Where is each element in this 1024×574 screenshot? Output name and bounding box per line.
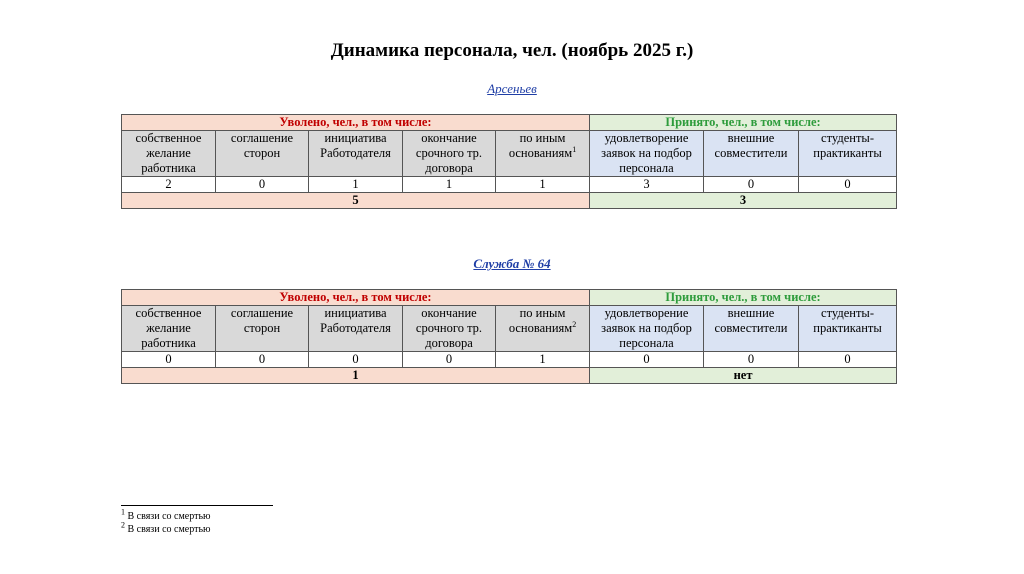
total-hired: нет xyxy=(590,368,897,384)
footnote-text: В связи со смертью xyxy=(125,511,211,522)
totals-row xyxy=(122,193,897,209)
value-cell: 2 xyxy=(122,177,216,193)
value-cell: 3 xyxy=(590,177,704,193)
col-agreement: соглашение сторон xyxy=(216,131,309,177)
col-other-reasons-label: по иным основаниям xyxy=(508,306,573,335)
value-cell: 0 xyxy=(704,177,799,193)
section-title-arseniev[interactable]: Арсеньев xyxy=(487,81,537,96)
col-contract-end: окончание срочного тр. договора xyxy=(403,306,496,352)
col-contract-end: окончание срочного тр. договора xyxy=(403,131,496,177)
value-cell: 0 xyxy=(216,177,309,193)
col-external: внешние совместители xyxy=(704,131,799,177)
value-cell: 0 xyxy=(403,352,496,368)
footnote-1 xyxy=(121,507,211,522)
value-cell: 1 xyxy=(403,177,496,193)
col-employer-initiative: инициатива Работодателя xyxy=(309,131,403,177)
table-row xyxy=(122,352,897,368)
footnote-2 xyxy=(121,520,211,535)
col-interns: студенты-практиканты xyxy=(799,306,897,352)
value-cell: 1 xyxy=(496,177,590,193)
footnote-ref: 2 xyxy=(572,319,577,329)
col-own-will: собственное желание работника xyxy=(122,306,216,352)
header-fired: Уволено, чел., в том числе: xyxy=(122,115,590,131)
page-title: Динамика персонала, чел. (ноябрь 2025 г.) xyxy=(330,40,694,61)
footnote-mark: 2 xyxy=(121,520,125,530)
col-employer-initiative: инициатива Работодателя xyxy=(309,306,403,352)
col-external: внешние совместители xyxy=(704,306,799,352)
value-cell: 0 xyxy=(799,177,897,193)
staff-table-arseniev xyxy=(121,114,897,209)
value-cell: 0 xyxy=(216,352,309,368)
total-hired: 3 xyxy=(590,193,897,209)
section-title-service-64[interactable]: Служба № 64 xyxy=(473,256,551,271)
staff-table-service-64 xyxy=(121,289,897,384)
value-cell: 0 xyxy=(704,352,799,368)
col-recruitment: удовлетворение заявок на подбор персонала xyxy=(590,306,704,352)
total-fired: 1 xyxy=(122,368,590,384)
col-interns: студенты-практиканты xyxy=(799,131,897,177)
value-cell: 0 xyxy=(590,352,704,368)
col-recruitment: удовлетворение заявок на подбор персонала xyxy=(590,131,704,177)
value-cell: 0 xyxy=(309,352,403,368)
col-own-will: собственное желание работника xyxy=(122,131,216,177)
col-other-reasons xyxy=(496,306,590,352)
header-hired: Принято, чел., в том числе: xyxy=(590,115,897,131)
footnote-divider xyxy=(121,505,273,506)
total-fired: 5 xyxy=(122,193,590,209)
col-other-reasons xyxy=(496,131,590,177)
col-agreement: соглашение сторон xyxy=(216,306,309,352)
value-cell: 1 xyxy=(496,352,590,368)
value-cell: 0 xyxy=(122,352,216,368)
header-hired: Принято, чел., в том числе: xyxy=(590,290,897,306)
footnote-text: В связи со смертью xyxy=(125,524,211,535)
value-cell: 0 xyxy=(799,352,897,368)
header-fired: Уволено, чел., в том числе: xyxy=(122,290,590,306)
table-row xyxy=(122,177,897,193)
totals-row xyxy=(122,368,897,384)
col-other-reasons-label: по иным основаниям xyxy=(508,131,573,160)
footnote-ref: 1 xyxy=(572,144,577,154)
value-cell: 1 xyxy=(309,177,403,193)
footnote-mark: 1 xyxy=(121,507,125,517)
